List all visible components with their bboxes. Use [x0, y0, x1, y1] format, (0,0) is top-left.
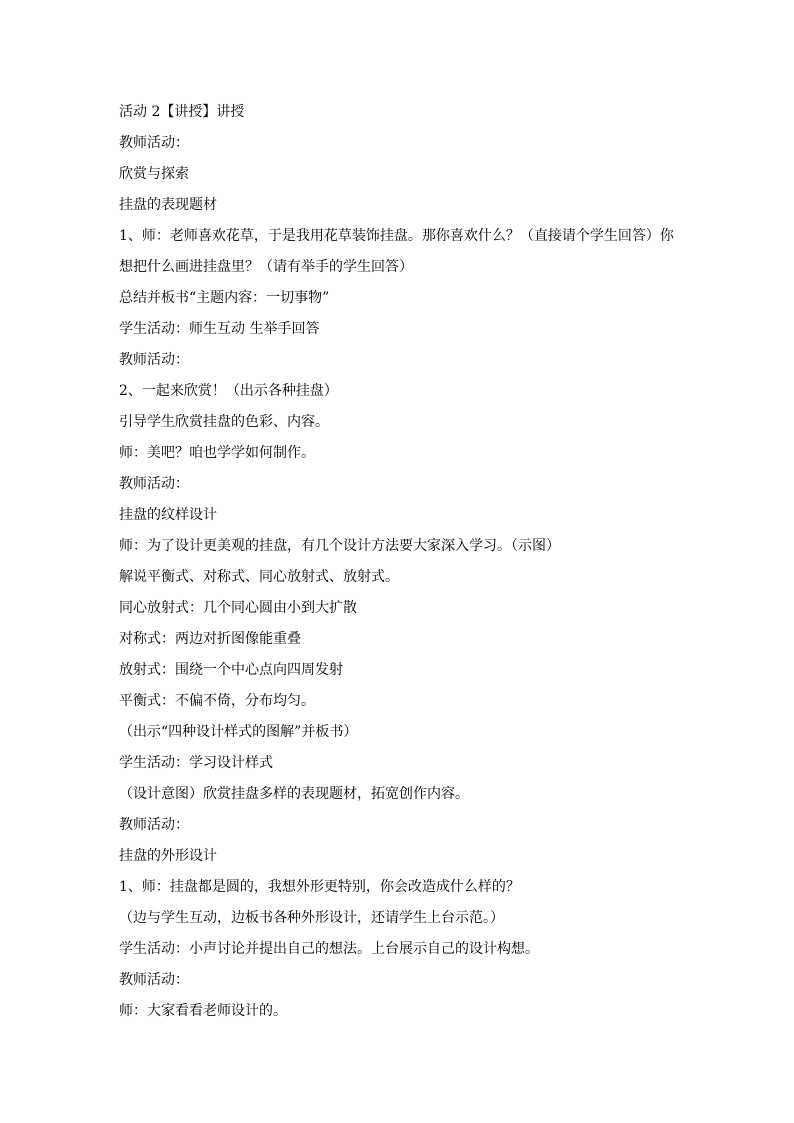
text-line: 同心放射式：几个同心圆由小到大扩散 — [119, 600, 357, 616]
text-line: 学生活动：小声讨论并提出自己的想法。上台展示自己的设计构想。 — [119, 941, 539, 957]
text-line: 想把什么画进挂盘里？（请有举手的学生回答） — [119, 259, 413, 275]
text-line: （设计意图）欣赏挂盘多样的表现题材，拓宽创作内容。 — [119, 786, 469, 802]
section-heading: 挂盘的表现题材 — [119, 197, 217, 213]
text-line: 师：大家看看老师设计的。 — [119, 1003, 287, 1019]
text-line: 学生活动：师生互动 生举手回答 — [119, 321, 320, 337]
text-line: （边与学生互动，边板书各种外形设计，还请学生上台示范。） — [119, 910, 504, 926]
text-line: 引导学生欣赏挂盘的色彩、内容。 — [119, 414, 329, 430]
text-line: 教师活动： — [119, 135, 189, 151]
text-line: 1、师：挂盘都是圆的，我想外形更特别，你会改造成什么样的？ — [119, 879, 520, 895]
text-line: 学生活动：学习设计样式 — [119, 755, 273, 771]
text-line: （出示“四种设计样式的图解”并板书） — [119, 724, 358, 740]
text-line: 师：为了设计更美观的挂盘，有几个设计方法要大家深入学习。（示图） — [119, 538, 560, 554]
section-heading: 挂盘的外形设计 — [119, 848, 217, 864]
text-line: 总结并板书“主题内容：一切事物” — [119, 290, 330, 306]
text-line: 2、一起来欣赏！（出示各种挂盘） — [119, 383, 338, 399]
text-line: 放射式：围绕一个中心点向四周发射 — [119, 662, 343, 678]
text-line: 师：美吧？咱也学学如何制作。 — [119, 445, 315, 461]
text-line: 教师活动： — [119, 817, 189, 833]
text-line: 教师活动： — [119, 352, 189, 368]
text-line: 教师活动： — [119, 972, 189, 988]
text-line: 欣赏与探索 — [119, 166, 189, 182]
text-line: 解说平衡式、对称式、同心放射式、放射式。 — [119, 569, 399, 585]
text-line: 教师活动： — [119, 476, 189, 492]
activity-heading: 活动 2【讲授】讲授 — [119, 104, 245, 120]
text-line: 对称式：两边对折图像能重叠 — [119, 631, 301, 647]
section-heading: 挂盘的纹样设计 — [119, 507, 217, 523]
text-line: 平衡式：不偏不倚，分布均匀。 — [119, 693, 315, 709]
text-line: 1、师：老师喜欢花草，于是我用花草装饰挂盘。那你喜欢什么？（直接请个学生回答）你 — [119, 228, 674, 244]
document-body — [119, 100, 699, 1030]
